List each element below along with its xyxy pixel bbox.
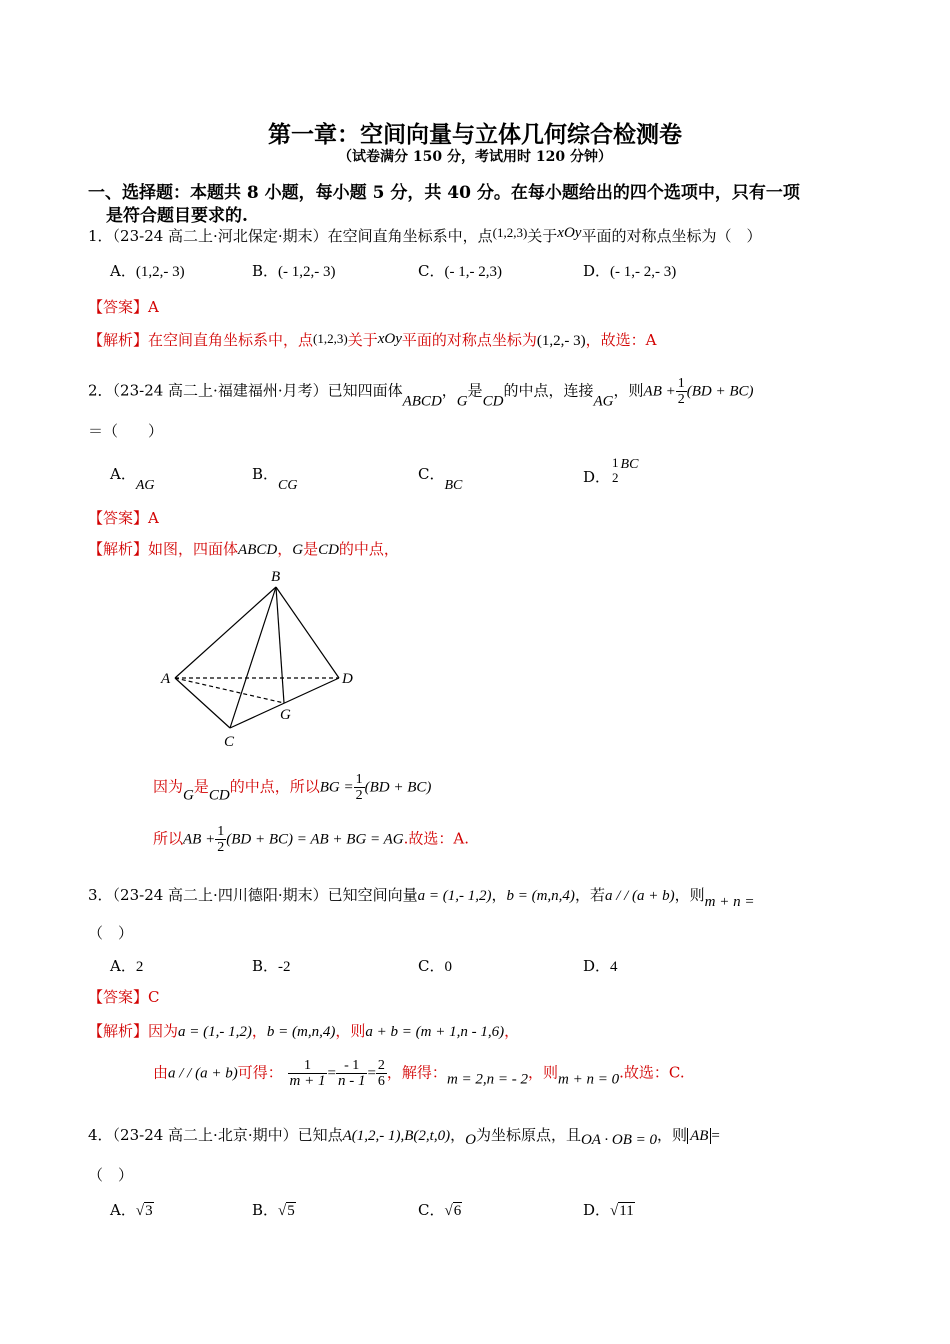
q3-explanation-line2: 由a / / (a + b)可得： $\frac{1}{m + 1}$ = $\frac{- 1}{n - 1}$ = $\frac{2}{6}$ ，解得：m = 2,n = - 2，则m + n = 0.故选：C. xyxy=(153,1058,685,1089)
question-source: （23-24 高二上·河北保定·期末）在空间直角坐标系中，点 xyxy=(112,227,493,245)
question-4-end: （ ） xyxy=(88,1166,134,1184)
question-3: 3．（23-24 高二上·四川德阳·期末）已知空间向量a = (1,- 1,2)，b = (m,n,4)，若a / / (a + b)，则m + n = xyxy=(88,886,755,910)
edge-bg xyxy=(276,587,284,703)
edge-ac xyxy=(175,678,230,728)
q3-option-b[interactable]: B．-2 xyxy=(252,957,291,975)
section-heading-line2: 是符合题目要求的. xyxy=(106,206,248,226)
q2-option-c[interactable]: C．BC xyxy=(418,465,463,493)
edge-ag-hidden xyxy=(175,678,284,703)
question-4: 4．（23-24 高二上·北京·期中）已知点A(1,2,- 1),B(2,t,0)，O为坐标原点，且OA · OB = 0，则 AB = xyxy=(88,1126,720,1148)
question-number: 1． xyxy=(88,227,113,245)
q4-option-b[interactable]: B．√5 xyxy=(252,1201,295,1219)
q2-explanation: 【解析】如图，四面体ABCD，G是CD的中点， xyxy=(88,540,399,558)
q4-option-a[interactable]: A．√3 xyxy=(110,1201,153,1219)
q2-explanation-line1: 因为G是CD的中点，所以BG = $\frac{1}{2}$ (BD + BC) xyxy=(153,772,432,804)
question-3-end: （ ） xyxy=(88,924,134,942)
page-subtitle: （试卷满分 150 分，考试用时 120 分钟） xyxy=(338,149,612,165)
vertex-label-c: C xyxy=(224,734,235,750)
vertex-label-d: D xyxy=(342,671,353,687)
q3-option-a[interactable]: A．2 xyxy=(110,957,144,975)
q2-explanation-line2: 所以AB + $\frac{1}{2}$ (BD + BC) = AB + BG = AG.故选：A. xyxy=(153,824,470,855)
question-2-end: ＝（ ） xyxy=(88,422,164,440)
question-1: 1．（23-24 高二上·河北保定·期末）在空间直角坐标系中，点(1,2,3)关于xOy平面的对称点坐标为（ ） xyxy=(88,225,762,245)
q1-option-d[interactable]: D．(- 1,- 2,- 3) xyxy=(583,262,677,280)
q2-answer: 【答案】A xyxy=(88,509,159,527)
q1-explanation: 【解析】在空间直角坐标系中，点(1,2,3)关于xOy平面的对称点坐标为(1,2,- 3)，故选：A xyxy=(88,331,657,349)
q2-option-d[interactable]: D． 1 2 BC xyxy=(583,455,639,486)
q1-option-c[interactable]: C．(- 1,- 2,3) xyxy=(418,262,502,280)
q4-option-c[interactable]: C．√6 xyxy=(418,1201,462,1219)
edge-bd xyxy=(276,587,339,678)
q4-option-d[interactable]: D．√11 xyxy=(583,1201,634,1219)
math-plane: xOy xyxy=(557,225,582,241)
question-2: 2．（23-24 高二上·福建福州·月考）已知四面体ABCD，G是CD的中点，连接AG，则AB + $\frac{1}{2}$ (BD + BC) xyxy=(88,376,754,410)
page-title: 第一章：空间向量与立体几何综合检测卷 xyxy=(268,121,682,148)
q2-option-a[interactable]: A．AG xyxy=(110,465,155,493)
q1-option-b[interactable]: B．(- 1,2,- 3) xyxy=(252,262,336,280)
q1-answer: 【答案】A xyxy=(88,298,159,316)
q2-option-b[interactable]: B．CG xyxy=(252,465,298,493)
section-heading-line1: 一、选择题：本题共 8 小题，每小题 5 分，共 40 分。在每小题给出的四个选项中，只有一项 xyxy=(88,183,800,203)
math-point: (1,2,3) xyxy=(492,225,528,240)
vertex-label-a: A xyxy=(161,671,171,687)
q3-option-d[interactable]: D．4 xyxy=(583,957,618,975)
q3-option-c[interactable]: C．0 xyxy=(418,957,452,975)
tetrahedron-figure xyxy=(150,560,380,760)
q3-answer: 【答案】C xyxy=(88,988,160,1006)
vertex-label-g: G xyxy=(280,707,291,723)
vertex-label-b: B xyxy=(271,569,281,585)
q1-option-a[interactable]: A．(1,2,- 3) xyxy=(110,262,185,280)
q3-explanation: 【解析】因为a = (1,- 1,2)，b = (m,n,4)，则a + b = (m + 1,n - 1,6)， xyxy=(88,1022,520,1040)
